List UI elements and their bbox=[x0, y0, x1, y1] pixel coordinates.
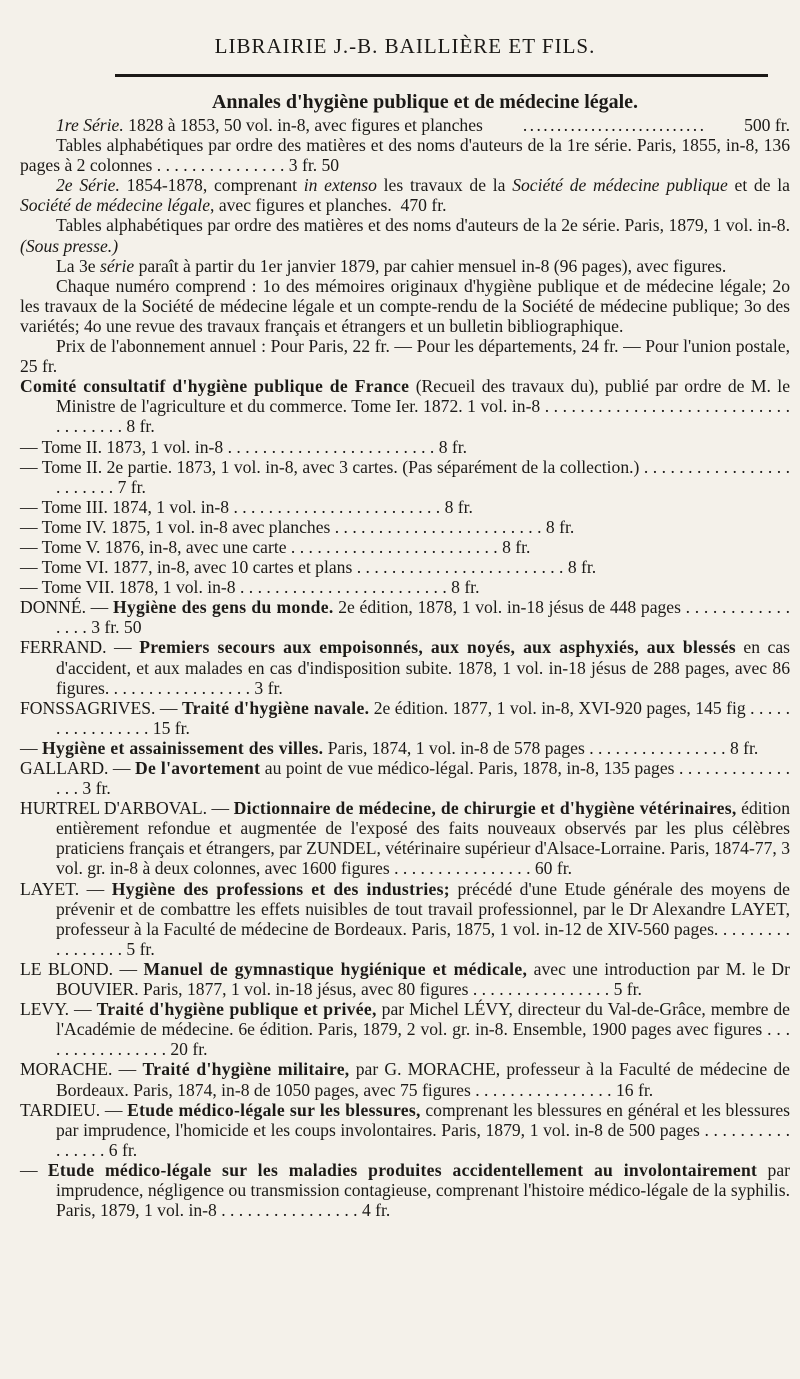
series-3-italic: série bbox=[99, 255, 135, 276]
entry-text: édition entièrement refondue et augmentée de l'exposé des faits nouveaux observés par les plus célèbres praticiens français et étrangers, par ZUNDEL, vétérinaire supérieur d'Alsace-Lorraine. Paris, 1874-77, 3 vol. gr. in-8 à deux colonnes, avec 1600 figures bbox=[56, 798, 790, 879]
annales-tables-1: Tables alphabétiques par ordre des matières et des noms d'auteurs de la 1re série. Paris, 1855, in-8, 136 pages à 2 colonnes . . . . . . . . . . . . . . . 3 fr. 50 bbox=[20, 135, 790, 176]
catalogue-entry: DONNÉ. — Hygiène des gens du monde. 2e édition, 1878, 1 vol. in-18 jésus de 448 pages . . . . . . . . . . . . . . . . 3 fr. 50 bbox=[20, 597, 791, 638]
tome-price: 8 fr. bbox=[438, 436, 468, 457]
tome-list bbox=[20, 437, 790, 598]
tome-text: — Tome II. 2e partie. 1873, 1 vol. in-8, avec 3 cartes. (Pas séparément de la collection.) bbox=[20, 456, 640, 477]
annales-subscription: Prix de l'abonnement annuel : Pour Paris, 22 fr. — Pour les départements, 24 fr. — Pour l'union postale, 25 fr. bbox=[20, 336, 790, 377]
tome-item: — Tome III. 1874, 1 vol. in-8 . . . . . . . . . . . . . . . . . . . . . . . . 8 fr. bbox=[20, 496, 473, 517]
page-header: LIBRAIRIE J.-B. BAILLIÈRE ET FILS. bbox=[214, 34, 596, 58]
catalogue-body bbox=[20, 115, 790, 1220]
entry-price: 20 fr. bbox=[170, 1039, 208, 1060]
catalogue-entry: HURTREL D'ARBOVAL. — Dictionnaire de médecine, de chirurgie et d'hygiène vétérinaires, édition entièrement refondue et augmentée de l'exposé des faits nouveaux observés par les plus célèbres praticiens français et étrangers, par ZUNDEL, vétérinaire supérieur d'Alsace-Lorraine. Paris, 1874-77, 3 vol. gr. in-8 à deux colonnes, avec 1600 figures . . . . . . . . . . . . . . . . 60 fr. bbox=[20, 798, 790, 879]
series-2-text-a: 1854-1878, comprenant bbox=[126, 175, 304, 196]
entry-text: au point de vue médico-légal. Paris, 1878, in-8, 135 pages bbox=[260, 758, 675, 778]
tome-price: 8 fr. bbox=[567, 557, 597, 578]
entry-title: Hygiène et assainissement des villes. bbox=[42, 737, 324, 758]
entry-author: — bbox=[20, 737, 42, 758]
tome-item: — Tome II. 1873, 1 vol. in-8 . . . . . . . . . . . . . . . . . . . . . . . . 8 fr. bbox=[20, 436, 468, 457]
tables-1-price: 3 fr. 50 bbox=[288, 155, 340, 176]
series-2-text-c: et de la bbox=[727, 175, 790, 196]
entry-price: 16 fr. bbox=[615, 1079, 654, 1100]
entry-price: 60 fr. bbox=[534, 858, 573, 879]
entry-title: Premiers secours aux empoisonnés, aux noyés, aux asphyxiés, aux blessés bbox=[139, 637, 736, 658]
catalogue-entry: LEVY. — Traité d'hygiène publique et privée, par Michel LÉVY, directeur du Val-de-Grâce, membre de l'Académie de médecine. 6e édition. Paris, 1879, 2 vol. gr. in-8. Ensemble, 1900 pages avec figures . . . . . . . . . . . . . . . . 20 fr. bbox=[20, 999, 790, 1060]
entry-price: 6 fr. bbox=[108, 1139, 138, 1160]
entry-title: Etude médico-légale sur les blessures, bbox=[127, 1099, 421, 1120]
catalogue-entry: TARDIEU. — Etude médico-légale sur les blessures, comprenant les blessures en général et les blessures par imprudence, l'homicide et les coups involontaires. Paris, 1879, 1 vol. in-8 de 500 pages . . . . . . . . . . . . . . . . 6 fr. bbox=[20, 1099, 791, 1160]
entry-author: LE BLOND. — bbox=[20, 958, 144, 979]
annales-title: Annales d'hygiène publique et de médecine légale. bbox=[211, 91, 639, 113]
series-3-text-b: paraît à partir du 1er janvier 1879, par cahier mensuel in-8 (96 pages), avec figures. bbox=[134, 255, 727, 276]
entry-author: — bbox=[20, 1159, 48, 1180]
tome-text: — Tome VI. 1877, in-8, avec 10 cartes et plans bbox=[20, 557, 353, 578]
catalogue-entry: GALLARD. — De l'avortement au point de vue médico-légal. Paris, 1878, in-8, 135 pages . . . . . . . . . . . . . . . . 3 fr. bbox=[20, 758, 791, 799]
tables-1-text: Tables alphabétiques par ordre des matières et des noms d'auteurs de la 1re série. Paris, 1855, in-8, 136 pages à 2 colonnes bbox=[20, 135, 790, 176]
entry-title: Dictionnaire de médecine, de chirurgie et d'hygiène vétérinaires, bbox=[233, 798, 737, 819]
entry-text: 2e édition, 1878, 1 vol. in-18 jésus de 448 pages bbox=[333, 597, 681, 618]
series-2-text-b: les travaux de la bbox=[376, 175, 513, 196]
entry-title: De l'avortement bbox=[135, 758, 261, 778]
tome-price: 8 fr. bbox=[444, 496, 473, 517]
entry-comite: Comité consultatif d'hygiène publique de France (Recueil des travaux du), publié par ordre de M. le Ministre de l'agriculture et du commerce. Tome Ier. 1872. 1 vol. in-8 . . . . . . . . . . . . . . . . . . . . . . . . . . . . . . . . . . . . 8 fr. bbox=[20, 376, 791, 437]
tables-2-press: (Sous presse.) bbox=[20, 235, 119, 256]
entry-price: 3 fr. bbox=[82, 778, 111, 799]
tome-item: — Tome VII. 1878, 1 vol. in-8 . . . . . . . . . . . . . . . . . . . . . . . . 8 fr. bbox=[20, 577, 480, 598]
series-1-price: 500 fr. bbox=[744, 115, 790, 135]
catalogue-entry: — Etude médico-légale sur les maladies produites accidentellement au involontairement par imprudence, négligence ou transmission contagieuse, comprenant l'histoire médico-légale de la syphilis. Paris, 1879, 1 vol. in-8 . . . . . . . . . . . . . . . . 4 fr. bbox=[20, 1159, 790, 1221]
annales-contents: Chaque numéro comprend : 1o des mémoires originaux d'hygiène publique et de médecine légale; 2o les travaux de la Société de médecine légale et un compte-rendu de la Société de médecine publique; 3o des variétés; 4o une revue des travaux français et étrangers et un bulletin bibliographique. bbox=[20, 275, 790, 336]
entry-price: 3 fr. 50 bbox=[91, 617, 142, 638]
leader-dots bbox=[487, 115, 704, 135]
entry-text: par G. MORACHE, professeur à la Faculté de médecine de Bordeaux. Paris, 1874, in-8 de 1050 pages, avec 75 figures bbox=[56, 1059, 790, 1100]
header-rule bbox=[115, 74, 768, 77]
catalogue-entry: FONSSAGRIVES. — Traité d'hygiène navale. 2e édition. 1877, 1 vol. in-8, XVI-920 pages, 145 fig . . . . . . . . . . . . . . . . 15 fr. bbox=[20, 697, 791, 738]
entry-author: DONNÉ. — bbox=[20, 597, 113, 618]
entry-author: FONSSAGRIVES. — bbox=[20, 697, 182, 718]
entry-author: TARDIEU. — bbox=[20, 1099, 128, 1120]
entry-title: Hygiène des gens du monde. bbox=[112, 597, 334, 618]
series-3-text-a: La 3e bbox=[56, 255, 100, 276]
series-1-text: 1828 à 1853, 50 vol. in-8, avec figures et planches bbox=[128, 115, 483, 135]
series-2-label: 2e Série. bbox=[56, 175, 120, 196]
tome-item: — Tome VI. 1877, in-8, avec 10 cartes et plans . . . . . . . . . . . . . . . . . . . . . . . . 8 fr. bbox=[20, 557, 597, 578]
entry-title: Hygiène des professions et des industries; bbox=[111, 878, 450, 899]
entry-author: MORACHE. — bbox=[20, 1059, 143, 1080]
tome-price: 8 fr. bbox=[451, 577, 480, 598]
entry-title: Traité d'hygiène publique et privée, bbox=[96, 999, 377, 1020]
tome-text: — Tome V. 1876, in-8, avec une carte bbox=[20, 536, 287, 557]
entry-price: 3 fr. bbox=[254, 677, 283, 698]
entry-author: HURTREL D'ARBOVAL. — bbox=[20, 798, 234, 819]
entry-price: 5 fr. bbox=[126, 938, 155, 959]
entry-text: par Michel LÉVY, directeur du Val-de-Grâce, membre de l'Académie de médecine. 6e édition. Paris, 1879, 2 vol. gr. in-8. Ensemble, 1900 pages avec figures bbox=[56, 999, 790, 1040]
comite-price: 8 fr. bbox=[126, 416, 155, 437]
tome-text: — Tome VII. 1878, 1 vol. in-8 bbox=[20, 577, 236, 598]
tome-item: — Tome II. 2e partie. 1873, 1 vol. in-8, avec 3 cartes. (Pas séparément de la collection.) . . . . . . . . . . . . . . . . . . . . . . . . 7 fr. bbox=[20, 456, 790, 497]
entry-text: précédé d'une Etude générale des moyens de prévenir et de combattre les effets nuisibles de tout travail professionnel, par le Dr Alexandre LAYET, professeur à la Faculté de médecine de Bordeaux. Paris, 1875, 1 vol. in-12 de XIV-560 pages. bbox=[56, 878, 790, 939]
series-1-label: 1re Série. bbox=[56, 115, 124, 135]
entry-author: GALLARD. — bbox=[20, 758, 136, 778]
tome-price: 7 fr. bbox=[117, 476, 146, 497]
entry-text: 2e édition. 1877, 1 vol. in-8, XVI-920 pages, 145 fig bbox=[369, 697, 746, 718]
entry-price: 4 fr. bbox=[361, 1200, 391, 1221]
catalogue-entry: MORACHE. — Traité d'hygiène militaire, par G. MORACHE, professeur à la Faculté de médecine de Bordeaux. Paris, 1874, in-8 de 1050 pages, avec 75 figures . . . . . . . . . . . . . . . . 16 fr. bbox=[20, 1059, 790, 1100]
tome-price: 8 fr. bbox=[502, 536, 531, 557]
tome-text: — Tome II. 1873, 1 vol. in-8 bbox=[20, 436, 224, 457]
tables-2-text: Tables alphabétiques par ordre des matières et des noms d'auteurs de la 2e série. Paris, 1879, 1 vol. in-8. bbox=[56, 215, 790, 236]
entry-author: LEVY. — bbox=[20, 999, 97, 1020]
catalogue-entry: FERRAND. — Premiers secours aux empoisonnés, aux noyés, aux asphyxiés, aux blessés en cas d'accident, et aux malades en cas d'indisposition subite. 1878, 1 vol. in-18 jésus de 288 pages, avec 86 figures. . . . . . . . . . . . . . . . . 3 fr. bbox=[20, 637, 790, 698]
entry-title: Traité d'hygiène militaire, bbox=[142, 1059, 350, 1080]
series-2-italic-1: in extenso bbox=[303, 175, 377, 196]
entry-title: Etude médico-légale sur les maladies produites accidentellement au involontairement bbox=[47, 1159, 758, 1180]
annales-series-1 bbox=[20, 115, 790, 135]
entry-list bbox=[20, 597, 790, 1220]
entry-author: LAYET. — bbox=[20, 878, 112, 899]
series-2-price: 470 fr. bbox=[400, 195, 447, 216]
entry-author: FERRAND. — bbox=[20, 637, 140, 658]
entry-text: en cas d'accident, et aux malades en cas d'indisposition subite. 1878, 1 vol. in-18 jésus de 288 pages, avec 86 figures. bbox=[56, 637, 790, 698]
series-2-text-d: , avec figures et planches. bbox=[210, 195, 392, 216]
catalogue-entry: LAYET. — Hygiène des professions et des industries; précédé d'une Etude générale des moyens de prévenir et de combattre les effets nuisibles de tout travail professionnel, par le Dr Alexandre LAYET, professeur à la Faculté de médecine de Bordeaux. Paris, 1875, 1 vol. in-12 de XIV-560 pages. . . . . . . . . . . . . . . . . 5 fr. bbox=[20, 878, 790, 959]
comite-title: Comité consultatif d'hygiène publique de France bbox=[20, 376, 410, 397]
tome-text: — Tome IV. 1875, 1 vol. in-8 avec planches bbox=[20, 516, 331, 537]
entry-title: Manuel de gymnastique hygiénique et médicale, bbox=[143, 958, 528, 979]
annales-series-2 bbox=[20, 175, 790, 215]
tome-item: — Tome V. 1876, in-8, avec une carte . . . . . . . . . . . . . . . . . . . . . . . . 8 fr. bbox=[20, 536, 531, 557]
comite-text: (Recueil des travaux du), publié par ordre de M. le Ministre de l'agriculture et du commerce. Tome Ier. 1872. 1 vol. in-8 bbox=[56, 376, 791, 417]
annales-tables-2 bbox=[20, 215, 790, 255]
entry-price: 5 fr. bbox=[613, 979, 642, 1000]
catalogue-entry: — Hygiène et assainissement des villes. Paris, 1874, 1 vol. in-8 de 578 pages . . . . . . . . . . . . . . . . 8 fr. bbox=[20, 737, 759, 758]
entry-text: comprenant les blessures en général et les blessures par imprudence, l'homicide et les coups involontaires. Paris, 1879, 1 vol. in-8 de 500 pages bbox=[56, 1099, 790, 1140]
entry-title: Traité d'hygiène navale. bbox=[181, 697, 370, 718]
series-2-italic-3: Société de médecine légale bbox=[20, 195, 211, 216]
tome-item: — Tome IV. 1875, 1 vol. in-8 avec planches . . . . . . . . . . . . . . . . . . . . . . . . 8 fr. bbox=[20, 516, 575, 537]
entry-price: 8 fr. bbox=[729, 737, 759, 758]
annales-series-3 bbox=[20, 256, 790, 276]
series-2-italic-2: Société de médecine publique bbox=[512, 175, 728, 196]
tome-price: 8 fr. bbox=[545, 516, 575, 537]
catalogue-entry: LE BLOND. — Manuel de gymnastique hygiénique et médicale, avec une introduction par M. le Dr BOUVIER. Paris, 1877, 1 vol. in-18 jésus, avec 80 figures . . . . . . . . . . . . . . . . 5 fr. bbox=[20, 958, 790, 1000]
entry-text: Paris, 1874, 1 vol. in-8 de 578 pages bbox=[323, 737, 585, 758]
entry-text: avec une introduction par M. le Dr BOUVIER. Paris, 1877, 1 vol. in-18 jésus, avec 80 figures bbox=[56, 958, 790, 1000]
entry-price: 15 fr. bbox=[152, 717, 190, 738]
tome-text: — Tome III. 1874, 1 vol. in-8 bbox=[20, 496, 230, 517]
entry-text: par imprudence, négligence ou transmission contagieuse, comprenant l'histoire médico-légale de la syphilis. Paris, 1879, 1 vol. in-8 bbox=[56, 1159, 790, 1221]
